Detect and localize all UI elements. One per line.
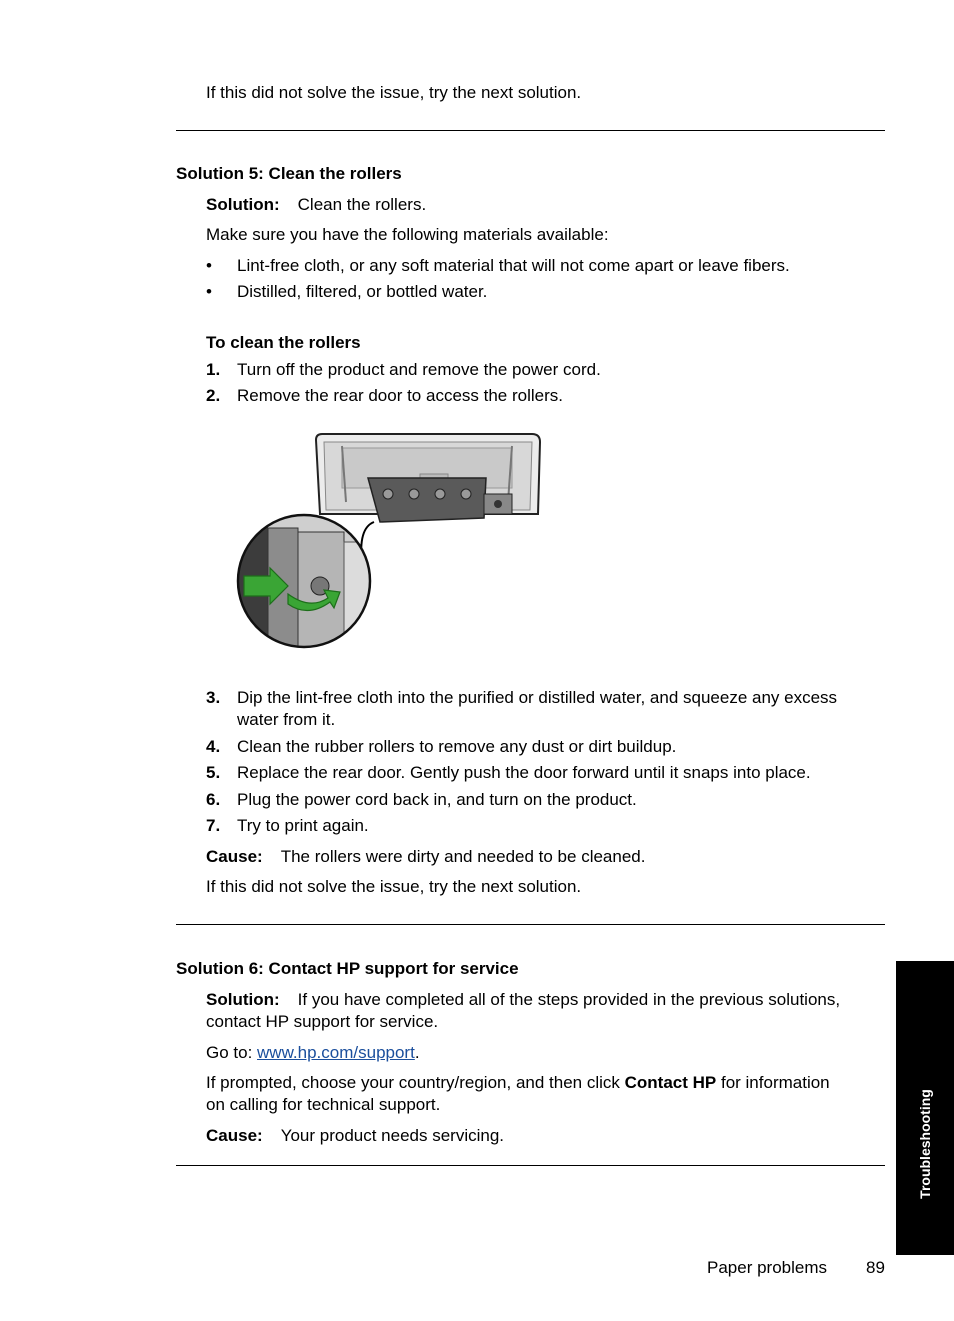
step-text: Turn off the product and remove the power cord. — [237, 360, 601, 379]
step-number: 3. — [206, 688, 221, 707]
divider — [176, 1165, 885, 1166]
step-number: 1. — [206, 360, 221, 379]
step-text: Remove the rear door to access the rollers. — [237, 386, 563, 405]
prompt-line-2: on calling for technical support. — [206, 1095, 441, 1114]
support-link[interactable]: www.hp.com/support — [257, 1043, 415, 1062]
rear-door — [368, 478, 486, 522]
solution-text: Clean the rollers. — [297, 195, 427, 214]
side-tab — [896, 961, 954, 1255]
solution-label: Solution: — [206, 990, 280, 1009]
step-number: 6. — [206, 790, 221, 809]
goto-prefix: Go to: — [206, 1043, 258, 1062]
step-text: Clean the rubber rollers to remove any dust or dirt buildup. — [237, 737, 677, 756]
goto-suffix: . — [414, 1043, 420, 1062]
solution-5-line — [206, 194, 426, 216]
rollers-illustration — [230, 432, 550, 654]
bullet-item: Lint-free cloth, or any soft material that will not come apart or leave fibers. — [237, 256, 790, 275]
divider — [176, 924, 885, 925]
cause-line — [206, 846, 645, 868]
step-text: Replace the rear door. Gently push the door forward until it snaps into place. — [237, 763, 811, 782]
step-number: 7. — [206, 816, 221, 835]
bullet-marker: • — [206, 256, 212, 275]
step-text: Plug the power cord back in, and turn on the product. — [237, 790, 637, 809]
bullet-marker: • — [206, 282, 212, 301]
step-text-continued: water from it. — [237, 710, 336, 729]
solution-6-line — [206, 989, 840, 1011]
next-note: If this did not solve the issue, try the next solution. — [206, 877, 582, 896]
cause-line — [206, 1125, 504, 1147]
cause-text: Your product needs servicing. — [280, 1126, 505, 1145]
step-text: Dip the lint-free cloth into the purified or distilled water, and squeeze any excess — [237, 688, 838, 707]
goto-line — [206, 1042, 420, 1064]
step-number: 5. — [206, 763, 221, 782]
contact-hp-text: Contact HP — [624, 1073, 717, 1092]
solution-5-heading: Solution 5: Clean the rollers — [176, 164, 402, 183]
divider — [176, 130, 885, 131]
step-number: 4. — [206, 737, 221, 756]
step-number: 2. — [206, 386, 221, 405]
prompt-prefix: If prompted, choose your country/region, and then click — [206, 1073, 625, 1092]
prompt-suffix: for information — [716, 1073, 830, 1092]
cause-label: Cause: — [206, 1126, 263, 1145]
procedure-heading: To clean the rollers — [206, 333, 361, 352]
cause-text: The rollers were dirty and needed to be cleaned. — [280, 847, 646, 866]
solution-6-heading: Solution 6: Contact HP support for service — [176, 959, 519, 978]
page-number: 89 — [866, 1258, 885, 1277]
solution-text: If you have completed all of the steps provided in the previous solutions, — [297, 990, 841, 1009]
step-text: Try to print again. — [237, 816, 369, 835]
side-tab-label: Troubleshooting — [917, 1089, 933, 1199]
cause-label: Cause: — [206, 847, 263, 866]
footer-section: Paper problems — [707, 1258, 828, 1277]
bullet-item: Distilled, filtered, or bottled water. — [237, 282, 488, 301]
prompt-line — [206, 1072, 830, 1094]
solution-label: Solution: — [206, 195, 280, 214]
top-note: If this did not solve the issue, try the next solution. — [206, 83, 582, 102]
materials-intro: Make sure you have the following materials available: — [206, 225, 609, 244]
solution-text-continued: contact HP support for service. — [206, 1012, 439, 1031]
